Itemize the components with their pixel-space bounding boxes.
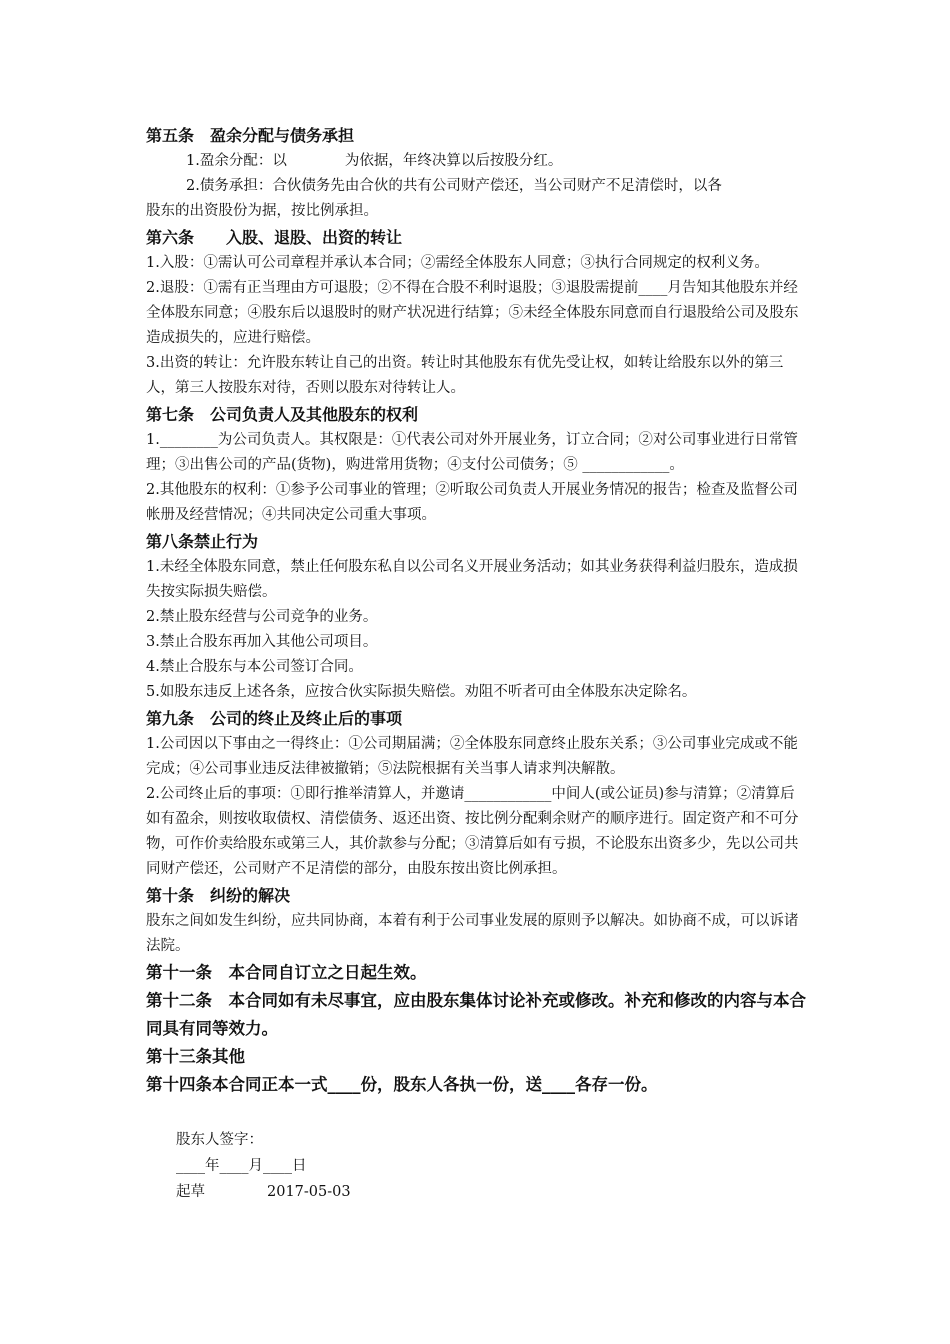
article-6-para-3: 3.出资的转让：允许股东转让自己的出资。转让时其他股东有优先受让权，如转让给股东以外的第三人，第三人按股东对待，否则以股东对待转让人。 (146, 355, 784, 396)
article-5-title: 第五条 盈余分配与债务承担 (146, 126, 355, 145)
article-12-title: 第十二条 本合同如有未尽事宜，应由股东集体讨论补充或修改。补充和修改的内容与本合同具有同等效力。 (146, 991, 806, 1038)
article-11-title: 第十一条 本合同自订立之日起生效。 (146, 963, 427, 982)
article-7-para-2: 2.其他股东的权利：①参予公司事业的管理；②听取公司负责人开展业务情况的报告；检查及监督公司帐册及经营情况；④共同决定公司重大事项。 (146, 482, 798, 523)
article-8-para-2: 2.禁止股东经营与公司竞争的业务。 (146, 609, 378, 625)
contract-body (146, 122, 808, 1205)
article-5-para-2-line-2: 股东的出资股份为据，按比例承担。 (146, 203, 378, 219)
article-6-para-2: 2.退股：①需有正当理由方可退股；②不得在合股不利时退股；③退股需提前____月告知其他股东并经全体股东同意；④股东后以退股时的财产状况进行结算；⑤未经全体股东同意而自行退股给公司及股东造成损失的，应进行赔偿。 (146, 280, 799, 346)
article-8-para-4: 4.禁止合股东与本公司签订合同。 (146, 659, 363, 675)
article-9-title: 第九条 公司的终止及终止后的事项 (146, 709, 403, 728)
article-10-para-1: 股东之间如发生纠纷，应共同协商，本着有利于公司事业发展的原则予以解决。如协商不成，可以诉诸法院。 (146, 913, 799, 954)
article-9-para-1: 1.公司因以下事由之一得终止：①公司期届满；②全体股东同意终止股东关系；③公司事业完成或不能完成；④公司事业违反法律被撤销；⑤法院根据有关当事人请求判决解散。 (146, 736, 798, 777)
article-6-title: 第六条 入股、退股、出资的转让 (146, 228, 403, 247)
article-13-title: 第十三条其他 (146, 1047, 245, 1066)
article-7-title: 第七条 公司负责人及其他股东的权利 (146, 405, 419, 424)
signature-label: 股东人签字： (176, 1132, 263, 1148)
draft-line (176, 1179, 808, 1205)
article-8-title: 第八条禁止行为 (146, 532, 259, 551)
article-10-title: 第十条 纠纷的解决 (146, 886, 291, 905)
signature-date-line: ____年____月____日 (176, 1158, 307, 1174)
signature-block (146, 1127, 808, 1205)
draft-label: 起草 (176, 1184, 205, 1200)
article-7-para-1: 1.________为公司负责人。其权限是：①代表公司对外开展业务，订立合同；②对公司事业进行日常管理；③出售公司的产品(货物)，购进常用货物；④支付公司债务；⑤ ____________。 (146, 432, 798, 473)
article-5-para-1: 1.盈余分配：以 为依据，年终决算以后按股分红。 (186, 153, 563, 169)
article-9-para-2: 2.公司终止后的事项：①即行推举清算人，并邀请____________中间人(或公证员)参与清算；②清算后如有盈余，则按收取债权、清偿债务、返还出资、按比例分配剩余财产的顺序进行。固定资产和不可分物，可作价卖给股东或第三人，其价款参与分配；③清算后如有亏损，不论股东出资多少，先以公司共同财产偿还，公司财产不足清偿的部分，由股东按出资比例承担。 (146, 786, 799, 877)
article-8-para-1: 1.未经全体股东同意，禁止任何股东私自以公司名义开展业务活动；如其业务获得利益归股东，造成损失按实际损失赔偿。 (146, 559, 798, 600)
article-14-title: 第十四条本合同正本一式____份，股东人各执一份，送____各存一份。 (146, 1075, 658, 1094)
article-8-para-5: 5.如股东违反上述各条，应按合伙实际损失赔偿。劝阻不听者可由全体股东决定除名。 (146, 684, 697, 700)
draft-date: 2017-05-03 (267, 1184, 351, 1200)
article-6-para-1: 1.入股：①需认可公司章程并承认本合同；②需经全体股东人同意；③执行合同规定的权利义务。 (146, 255, 769, 271)
article-8-para-3: 3.禁止合股东再加入其他公司项目。 (146, 634, 378, 650)
article-5-para-2-line-1: 2.债务承担：合伙债务先由合伙的共有公司财产偿还，当公司财产不足清偿时，以各 (186, 178, 722, 194)
